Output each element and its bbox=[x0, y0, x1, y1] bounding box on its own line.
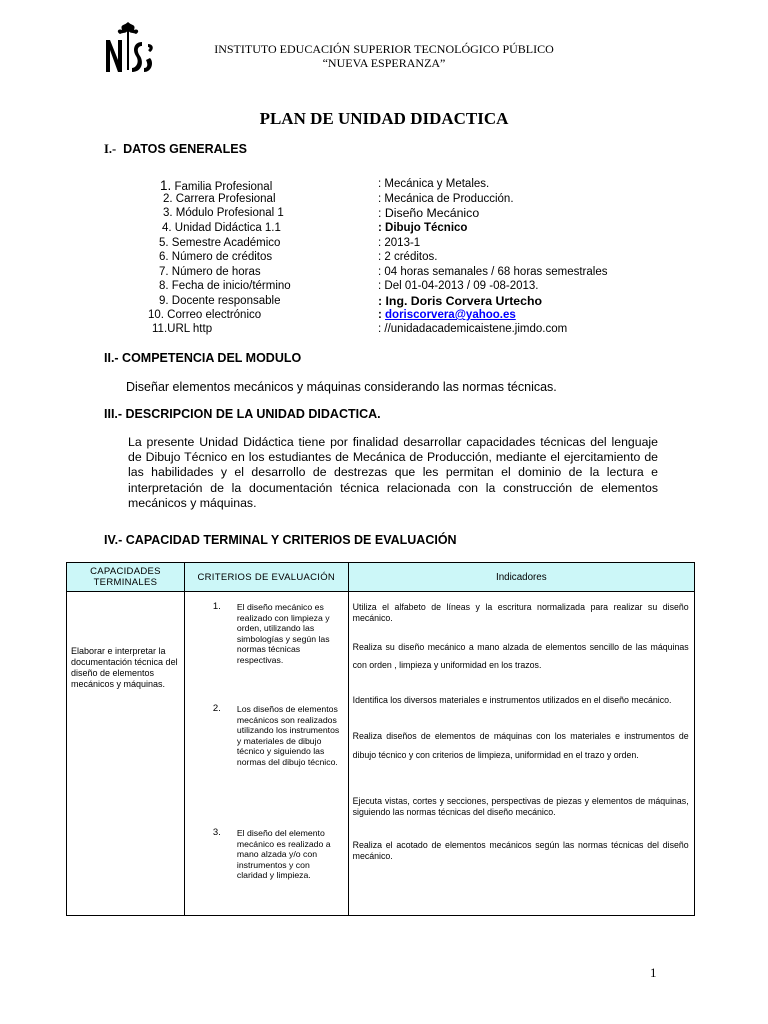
section1-title: DATOS GENERALES bbox=[123, 142, 247, 156]
capacity-cell bbox=[67, 592, 185, 916]
criterion-text: El diseño mecánico es realizado con limpieza y orden, utilizando las simbologías y según las normas técnicas respectivas. bbox=[236, 602, 330, 665]
general-label: 6. Número de créditos bbox=[159, 251, 273, 263]
criterion-text: Los diseños de elementos mecánicos son realizados utilizando los instrumentos y materiales de dibujo técnico y siguiendo las normas del dibujo técnico. bbox=[236, 704, 340, 767]
general-value: : doriscorvera@yahoo.es bbox=[378, 309, 516, 321]
table-header-row bbox=[67, 563, 695, 592]
header-capacidades: CAPACIDADES TERMINALES bbox=[67, 563, 185, 592]
general-value: : Diseño Mecánico bbox=[378, 206, 480, 220]
criterion-number: 3. bbox=[212, 827, 221, 838]
general-row bbox=[0, 266, 768, 281]
general-value: : Dibujo Técnico bbox=[378, 222, 468, 234]
general-label: 11.URL http bbox=[152, 323, 213, 335]
criterion-number: 1. bbox=[212, 601, 221, 612]
section3-heading: III.- DESCRIPCION DE LA UNIDAD DIDACTICA. bbox=[104, 407, 381, 421]
general-label: 8. Fecha de inicio/término bbox=[159, 280, 291, 292]
criterion-text: El diseño del elemento mecánico es realizado a mano alzada y/o con instrumentos y con claridad y limpieza. bbox=[236, 828, 331, 881]
general-value: : Mecánica de Producción. bbox=[378, 193, 514, 205]
general-row bbox=[0, 222, 768, 237]
evaluation-table bbox=[66, 562, 695, 916]
institution-line1: INSTITUTO EDUCACIÓN SUPERIOR TECNOLÓGICO PÚBLICO bbox=[214, 42, 554, 56]
indicator-item: Ejecuta vistas, cortes y secciones, perspectivas de piezas y elementos de máquinas, siguiendo las normas técnicas del diseño mecánico. bbox=[352, 796, 689, 817]
general-value: : Ing. Doris Corvera Urtecho bbox=[378, 294, 542, 308]
criterion-number: 2. bbox=[212, 703, 221, 714]
indicator-item: Realiza diseños de elementos de máquinas con los materiales e instrumentos de dibujo técnico y con criterios de limpieza, uniformidad en el trazo y orden. bbox=[352, 731, 689, 760]
general-row bbox=[0, 207, 768, 222]
familia-label: Familia Profesional bbox=[174, 181, 273, 193]
section1-heading bbox=[104, 142, 247, 157]
general-label: 3. Módulo Profesional 1 bbox=[163, 207, 284, 219]
general-value: : //unidadacademicaistene.jimdo.com bbox=[378, 323, 568, 335]
general-label: 2. Carrera Profesional bbox=[163, 193, 276, 205]
email-link[interactable]: doriscorvera@yahoo.es bbox=[385, 309, 516, 321]
section2-heading: II.- COMPETENCIA DEL MODULO bbox=[104, 351, 302, 365]
general-value: : Del 01-04-2013 / 09 -08-2013. bbox=[378, 280, 539, 292]
general-label: 1. Familia Profesional bbox=[160, 178, 273, 193]
indicator-item: Identifica los diversos materiales e instrumentos utilizados en el diseño mecánico. bbox=[352, 695, 672, 705]
header-indicadores: Indicadores bbox=[348, 563, 694, 592]
header-criterios: CRITERIOS DE EVALUACIÓN bbox=[184, 563, 348, 592]
indicators-cell bbox=[348, 592, 694, 916]
general-value: : Mecánica y Metales. bbox=[378, 178, 490, 190]
indicator-item: Realiza el acotado de elementos mecánicos según las normas técnicas del diseño mecánico. bbox=[352, 840, 689, 861]
section3-text: La presente Unidad Didáctica tiene por finalidad desarrollar capacidades técnicas del lenguaje de Dibujo Técnico en los estudiantes de Mecánica de Producción, mediante el ejercitamiento de las habilidades y el desarrollo de destrezas que les permitan el dominio de la lectura e interpretación de la documentación técnica relacionada con la construcción de elementos mecánicos y máquinas. bbox=[128, 435, 658, 510]
general-value: : 2013-1 bbox=[378, 237, 421, 249]
general-label: 5. Semestre Académico bbox=[159, 237, 281, 249]
general-row bbox=[0, 295, 768, 310]
indicator-item: Realiza su diseño mecánico a mano alzada de elementos sencillo de las máquinas con orden , limpieza y uniformidad en los trazos. bbox=[352, 642, 689, 670]
general-row bbox=[0, 237, 768, 252]
general-label: 10. Correo electrónico bbox=[148, 309, 262, 321]
general-label: 9. Docente responsable bbox=[159, 295, 281, 307]
capacity-text: Elaborar e interpretar la documentación técnica del diseño de elementos mecánicos y máquinas. bbox=[71, 646, 178, 689]
section1-number: I.- bbox=[104, 142, 117, 156]
page-title: PLAN DE UNIDAD DIDACTICA bbox=[259, 109, 509, 128]
general-row bbox=[0, 309, 768, 324]
general-label: 4. Unidad Didáctica 1.1 bbox=[162, 222, 281, 234]
general-row bbox=[0, 280, 768, 295]
indicator-item: Utiliza el alfabeto de líneas y la escritura normalizada para realizar su diseño mecánico. bbox=[352, 602, 689, 623]
table-row bbox=[67, 592, 695, 916]
institution-header bbox=[0, 42, 768, 70]
general-label: 7. Número de horas bbox=[159, 266, 261, 278]
general-row bbox=[0, 251, 768, 266]
section2-text: Diseñar elementos mecánicos y máquinas considerando las normas técnicas. bbox=[126, 380, 557, 394]
section4-heading: IV.- CAPACIDAD TERMINAL Y CRITERIOS DE EVALUACIÓN bbox=[104, 533, 457, 547]
general-row bbox=[0, 323, 768, 338]
institution-line2: “NUEVA ESPERANZA” bbox=[322, 56, 446, 70]
criteria-cell bbox=[184, 592, 348, 916]
general-row bbox=[0, 178, 768, 193]
general-value: : 2 créditos. bbox=[378, 251, 438, 263]
general-value: : 04 horas semanales / 68 horas semestrales bbox=[378, 266, 608, 278]
page-number: 1 bbox=[650, 965, 657, 980]
